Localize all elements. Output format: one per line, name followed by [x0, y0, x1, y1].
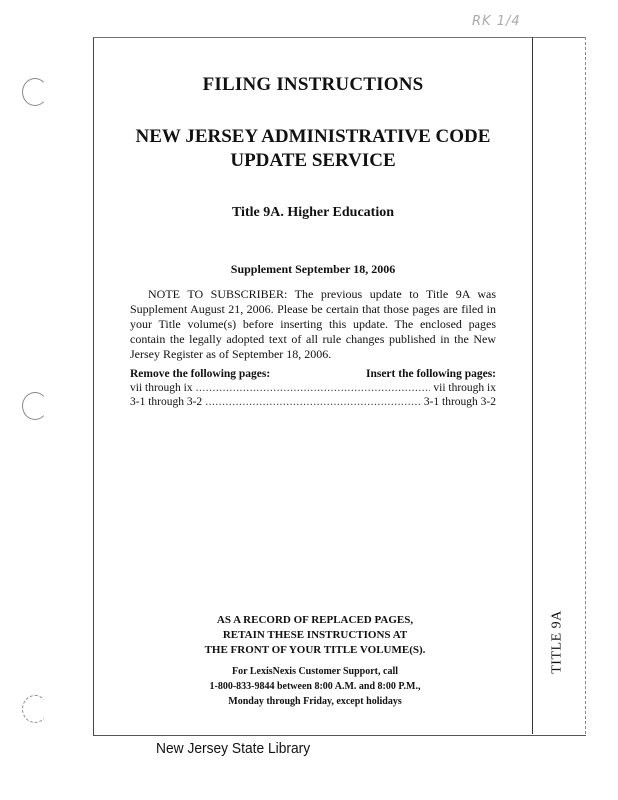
library-stamp: New Jersey State Library	[156, 740, 311, 757]
document-subtitle	[128, 125, 498, 173]
record-line-3: THE FRONT OF YOUR TITLE VOLUME(S).	[204, 644, 426, 656]
tab-right-edge	[585, 37, 586, 734]
table-row	[130, 381, 496, 395]
remove-range: vii through ix	[130, 382, 193, 394]
subtitle-line-1: NEW JERSEY ADMINISTRATIVE CODE	[135, 126, 491, 147]
record-line-1: AS A RECORD OF REPLACED PAGES,	[216, 614, 414, 626]
note-to-subscriber: NOTE TO SUBSCRIBER: The previous update to Title 9A was Supplement August 21, 2006. Please be certain that those pages are filed in your Title volume(s) before inserting this update. The enclosed pages contain the legally adopted text of all rule changes published in the New Jersey Register as of September 18, 2006.	[130, 287, 496, 361]
dot-leader	[205, 395, 421, 409]
support-line-1: For LexisNexis Customer Support, call	[231, 666, 398, 677]
insert-range: vii through ix	[433, 382, 496, 394]
tab-divider-line	[532, 37, 533, 734]
support-line-2: 1-800-833-9844 between 8:00 A.M. and 8:00 P.M.,	[209, 681, 421, 692]
pages-table	[130, 367, 496, 409]
insert-heading: Insert the following pages:	[365, 368, 496, 380]
binder-hole-bottom	[22, 695, 48, 723]
binder-hole-middle	[22, 392, 48, 420]
binder-hole-top	[22, 78, 48, 106]
pages-table-header	[130, 367, 496, 381]
record-line-2: RETAIN THESE INSTRUCTIONS AT	[222, 629, 408, 641]
supplement-date: Supplement September 18, 2006	[230, 262, 396, 276]
support-line-3: Monday through Friday, except holidays	[228, 696, 402, 707]
side-tab	[541, 602, 575, 682]
document-title: FILING INSTRUCTIONS	[202, 74, 424, 95]
insert-range: 3-1 through 3-2	[423, 396, 496, 408]
handwritten-mark: RK 1/4	[472, 14, 521, 29]
subtitle-line-2: UPDATE SERVICE	[230, 150, 396, 171]
record-notice	[170, 613, 460, 658]
side-tab-label: TITLE 9A	[550, 610, 566, 674]
table-row	[130, 395, 496, 409]
title-heading: Title 9A. Higher Education	[231, 205, 395, 220]
remove-range: 3-1 through 3-2	[130, 396, 203, 408]
remove-heading: Remove the following pages:	[130, 368, 271, 380]
dot-leader	[196, 381, 431, 395]
customer-support	[160, 664, 470, 709]
